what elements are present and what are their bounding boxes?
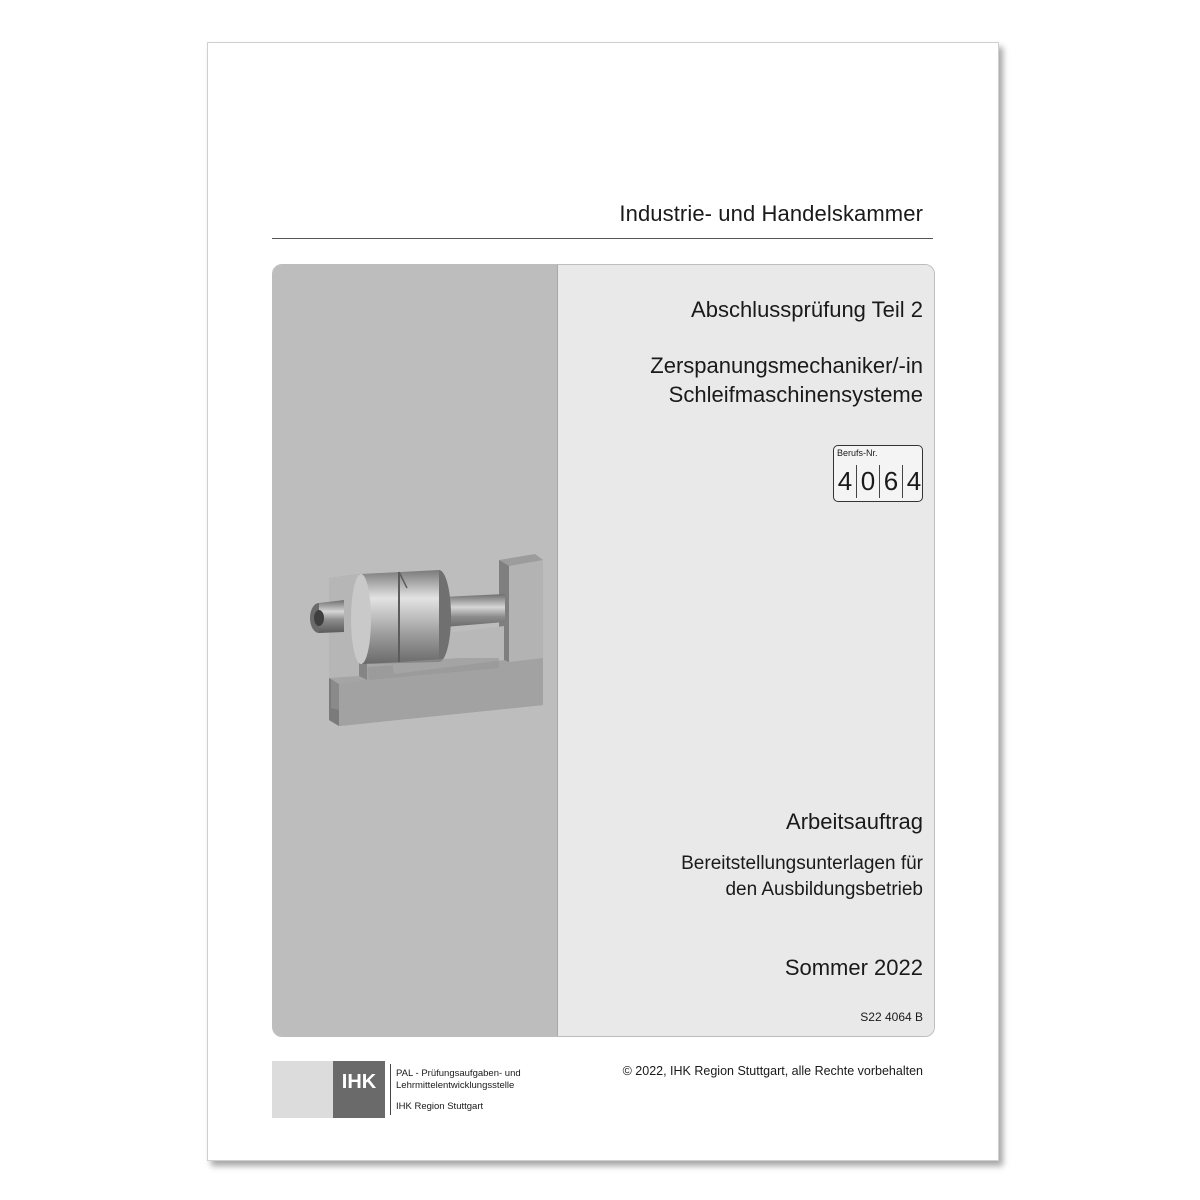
document-code: S22 4064 B xyxy=(860,1010,923,1024)
berufs-digit: 6 xyxy=(880,465,903,498)
exam-title: Abschlussprüfung Teil 2 xyxy=(691,297,923,322)
pal-line: PAL - Prüfungsaufgaben- und xyxy=(396,1068,521,1079)
task-title: Arbeitsauftrag xyxy=(786,809,923,834)
berufs-digits xyxy=(834,465,925,498)
workpiece-photo xyxy=(299,540,549,750)
ihk-logo xyxy=(272,1061,572,1118)
cover-panel xyxy=(272,264,935,1037)
berufs-digit: 0 xyxy=(857,465,880,498)
berufs-digit: 4 xyxy=(834,465,857,498)
cover-page xyxy=(207,42,999,1161)
task-description-line: Bereitstellungsunterlagen für xyxy=(681,853,923,874)
logo-ihk-block: IHK xyxy=(333,1061,385,1118)
logo-divider xyxy=(390,1064,391,1115)
task-description-line: den Ausbildungsbetrieb xyxy=(725,879,923,900)
region-name: IHK Region Stuttgart xyxy=(396,1101,484,1112)
copyright-notice: © 2022, IHK Region Stuttgart, alle Rechte vorbehalten xyxy=(622,1064,923,1078)
header-divider xyxy=(272,238,933,239)
pal-description xyxy=(396,1068,521,1092)
berufs-label: Berufs-Nr. xyxy=(837,448,878,458)
image-column xyxy=(273,265,558,1036)
occupation-title: Zerspanungsmechaniker/-in xyxy=(650,353,923,378)
berufs-digit: 4 xyxy=(906,466,922,496)
specialty-title: Schleifmaschinensysteme xyxy=(668,382,923,407)
berufs-number-box xyxy=(833,445,923,502)
pal-line: Lehrmittelentwicklungsstelle xyxy=(396,1080,515,1091)
task-description xyxy=(681,851,923,903)
chamber-title: Industrie- und Handelskammer xyxy=(619,201,923,226)
text-column xyxy=(558,265,934,1036)
exam-season: Sommer 2022 xyxy=(784,955,923,980)
logo-grey-block xyxy=(272,1061,333,1118)
